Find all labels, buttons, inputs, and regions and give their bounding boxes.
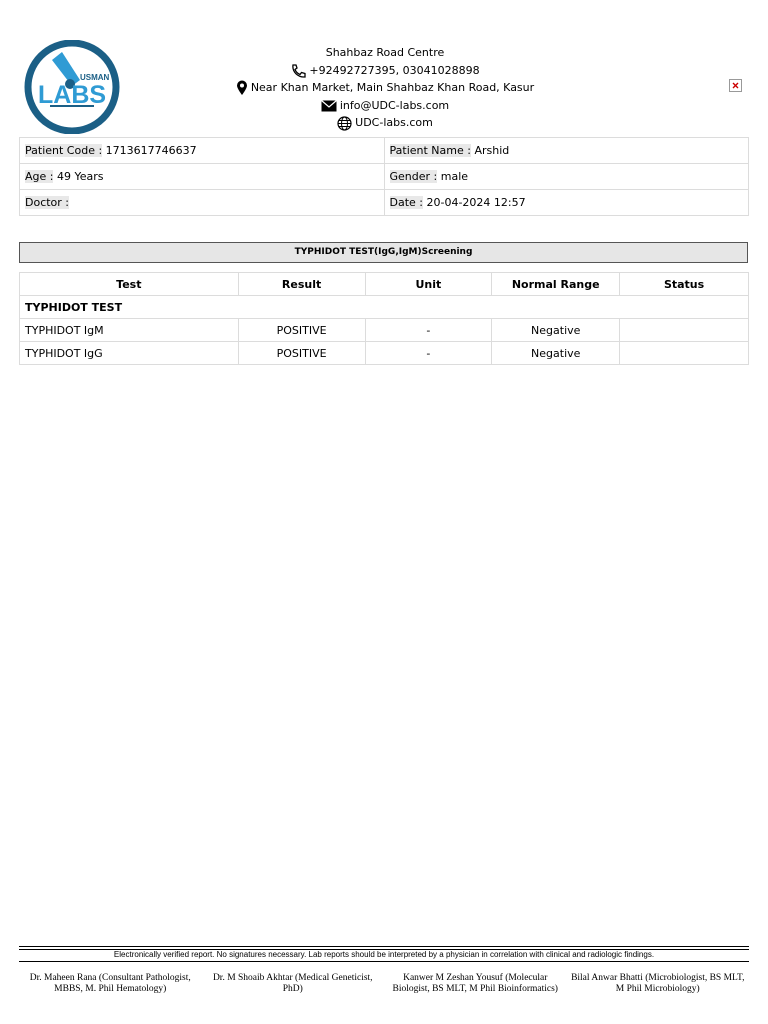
signers-row: [19, 967, 749, 1001]
contact-block: [230, 44, 540, 132]
date-value: 20-04-2024 12:57: [423, 196, 526, 209]
signer-geneticist: Dr. M Shoaib Akhtar (Medical Geneticist, PhD): [212, 973, 373, 994]
signer-molecular-biologist: Kanwer M Zeshan Yousuf (Molecular Biologist, BS MLT, M Phil Bioinformatics): [392, 973, 558, 994]
centre-name: Shahbaz Road Centre: [325, 46, 445, 59]
group-label: TYPHIDOT TEST: [20, 296, 749, 319]
address: Near Khan Market, Main Shahbaz Khan Road, Kasur: [250, 81, 535, 94]
location-pin-icon: [236, 79, 248, 97]
test-result: POSITIVE: [238, 342, 365, 365]
broken-image-icon: [729, 79, 742, 92]
patient-code-cell: [20, 138, 385, 164]
phone-numbers: +92492727395, 03041028898: [309, 63, 480, 77]
test-status: [620, 342, 749, 365]
patient-name-cell: [384, 138, 749, 164]
column-header-normal-range: Normal Range: [492, 273, 620, 296]
results-header-row: [20, 273, 749, 296]
doctor-label: Doctor :: [25, 196, 70, 209]
email: info@UDC-labs.com: [339, 98, 450, 112]
date-label: Date :: [389, 196, 423, 209]
lab-logo: [22, 40, 122, 134]
signer-pathologist: Dr. Maheen Rana (Consultant Pathologist, MBBS, M. Phil Hematology): [29, 973, 191, 994]
test-normal-range: Negative: [492, 319, 620, 342]
age-cell: [20, 164, 385, 190]
gender-cell: [384, 164, 749, 190]
doctor-cell: [20, 190, 385, 216]
phone-icon: [290, 62, 306, 80]
patient-name-value: Arshid: [470, 144, 510, 157]
report-header: [0, 0, 768, 135]
test-unit: -: [365, 319, 492, 342]
test-section-title: TYPHIDOT TEST(IgG,IgM)Screening: [19, 242, 748, 263]
footer-divider: [19, 946, 749, 947]
footer-divider: [19, 961, 749, 962]
gender-value: male: [437, 170, 469, 183]
column-header-test: Test: [20, 273, 239, 296]
logo-small-text: USMAN: [80, 73, 110, 82]
column-header-result: Result: [238, 273, 365, 296]
test-result: POSITIVE: [238, 319, 365, 342]
table-row: [20, 342, 749, 365]
verification-note: Electronically verified report. No signatures necessary. Lab reports should be interpreted by a physician in correlation with clinical and radiologic findings.: [113, 950, 655, 959]
globe-icon: [337, 114, 352, 132]
date-cell: [384, 190, 749, 216]
test-unit: -: [365, 342, 492, 365]
test-name: TYPHIDOT IgM: [20, 319, 239, 342]
website: UDC-labs.com: [355, 116, 433, 129]
test-status: [620, 319, 749, 342]
age-label: Age :: [25, 170, 54, 183]
table-row: [20, 319, 749, 342]
column-header-unit: Unit: [365, 273, 492, 296]
age-value: 49 Years: [53, 170, 104, 183]
envelope-icon: [321, 97, 337, 115]
column-header-status: Status: [620, 273, 749, 296]
signer-microbiologist: Bilal Anwar Bhatti (Microbiologist, BS MLT, M Phil Microbiology): [571, 973, 745, 994]
gender-label: Gender :: [389, 170, 438, 183]
patient-name-label: Patient Name :: [389, 144, 471, 157]
patient-code-value: 1713617746637: [102, 144, 197, 157]
patient-code-label: Patient Code :: [25, 144, 103, 157]
logo-big-text: LABS: [38, 81, 107, 109]
group-row: [20, 296, 749, 319]
test-normal-range: Negative: [492, 342, 620, 365]
results-table: [19, 272, 749, 365]
patient-info-table: [19, 137, 749, 216]
test-name: TYPHIDOT IgG: [20, 342, 239, 365]
